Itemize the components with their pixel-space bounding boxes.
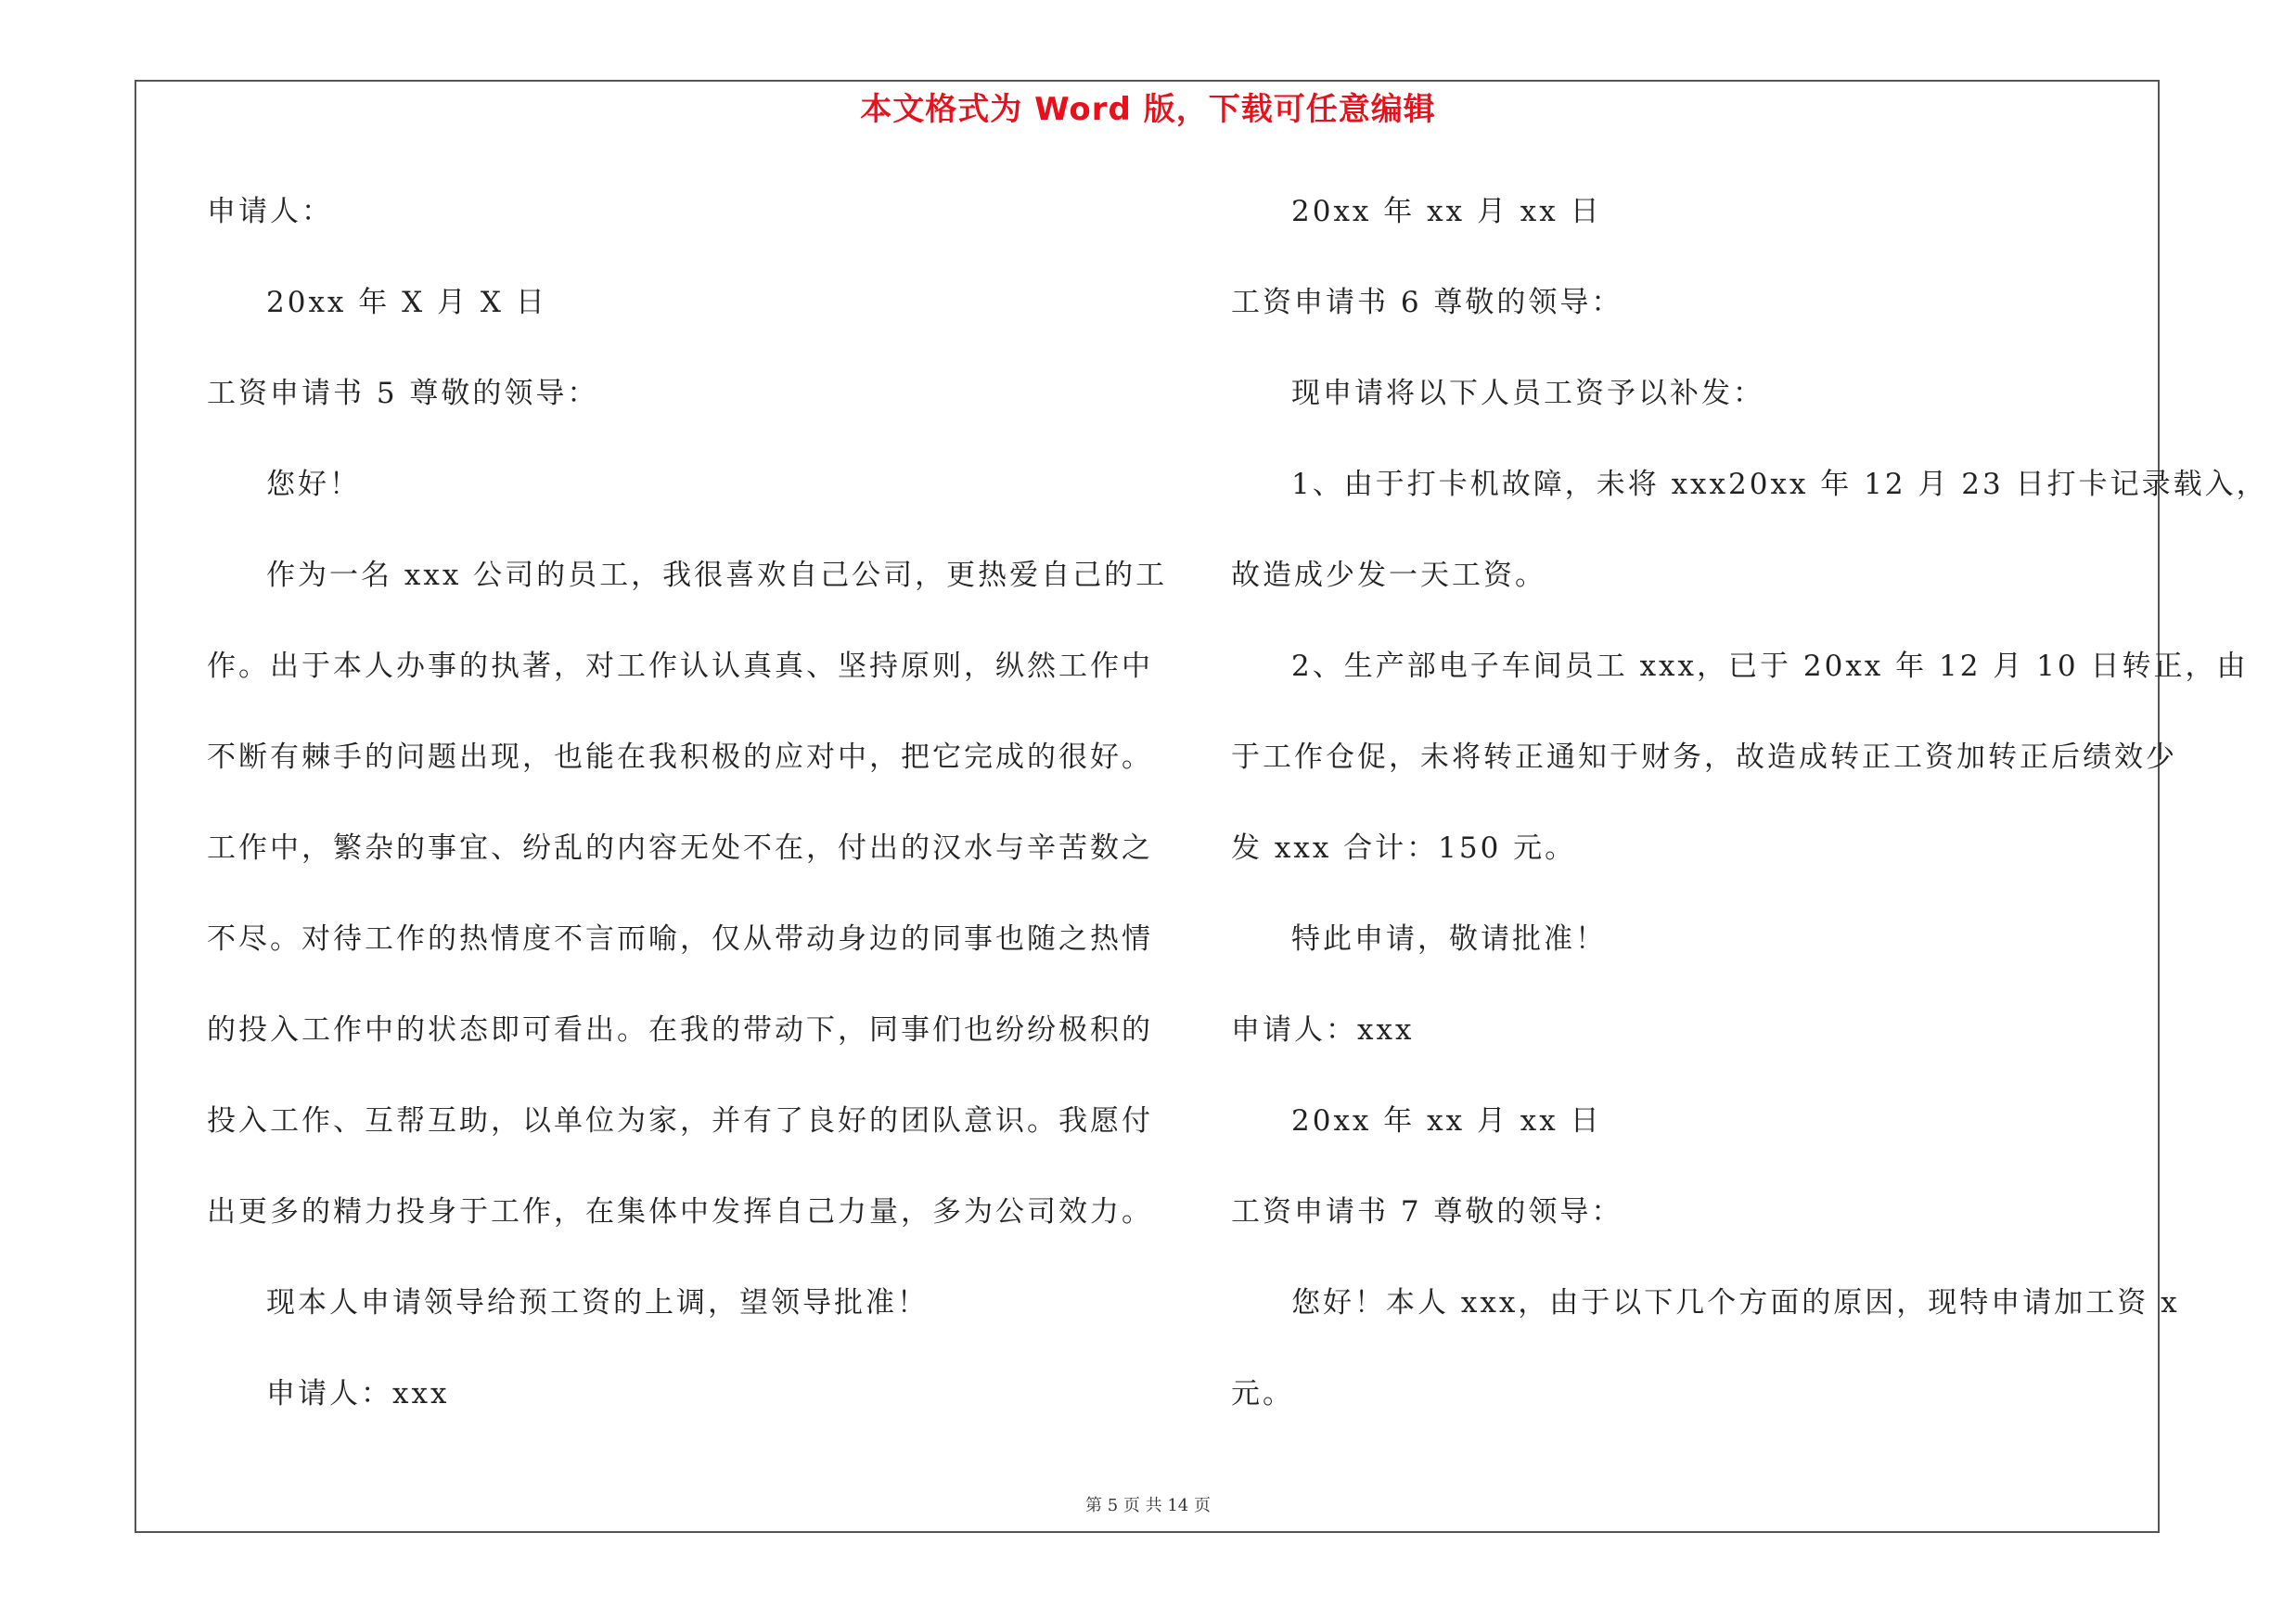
- right-line-2: 工资申请书 6 尊敬的领导：: [1231, 286, 1623, 319]
- right-line-7: 于工作仓促，未将转正通知于财务，故造成转正工资加转正后绩效少: [1231, 741, 2177, 774]
- right-line-9: 特此申请，敬请批准！: [1291, 922, 1607, 956]
- right-line-8: 发 xxx 合计：150 元。: [1231, 831, 1577, 865]
- right-line-11: 20xx 年 xx 月 xx 日: [1291, 1104, 1602, 1138]
- left-line-2: 20xx 年 X 月 X 日: [266, 286, 547, 319]
- right-line-3: 现申请将以下人员工资予以补发：: [1291, 377, 1764, 410]
- left-line-7: 不断有棘手的问题出现，也能在我积极的应对中，把它完成的很好。: [207, 741, 1153, 774]
- right-line-10: 申请人：xxx: [1231, 1013, 1415, 1047]
- left-line-6: 作。出于本人办事的执著，对工作认认真真、坚持原则，纵然工作中: [207, 650, 1153, 683]
- left-line-10: 的投入工作中的状态即可看出。在我的带动下，同事们也纷纷极积的: [207, 1013, 1153, 1047]
- right-line-6: 2、生产部电子车间员工 xxx，已于 20xx 年 12 月 10 日转正，由: [1291, 650, 2249, 683]
- left-line-3: 工资申请书 5 尊敬的领导：: [207, 377, 599, 410]
- left-line-8: 工作中，繁杂的事宜、纷乱的内容无处不在，付出的汉水与辛苦数之: [207, 831, 1153, 865]
- right-line-1: 20xx 年 xx 月 xx 日: [1291, 195, 1602, 228]
- left-line-14: 申请人：xxx: [266, 1377, 450, 1410]
- right-line-14: 元。: [1231, 1377, 1294, 1410]
- page-number: 第 5 页 共 14 页: [1085, 1496, 1211, 1515]
- right-line-13: 您好！本人 xxx，由于以下几个方面的原因，现特申请加工资 x: [1291, 1286, 2180, 1320]
- right-line-12: 工资申请书 7 尊敬的领导：: [1231, 1195, 1623, 1229]
- left-line-9: 不尽。对待工作的热情度不言而喻，仅从带动身边的同事也随之热情: [207, 922, 1153, 956]
- left-line-11: 投入工作、互帮互助，以单位为家，并有了良好的团队意识。我愿付: [207, 1104, 1153, 1138]
- left-line-1: 申请人：: [207, 195, 333, 228]
- format-notice-banner: 本文格式为 Word 版，下载可任意编辑: [860, 91, 1436, 128]
- right-line-4: 1、由于打卡机故障，未将 xxx20xx 年 12 月 23 日打卡记录载入，: [1291, 468, 2268, 501]
- left-line-12: 出更多的精力投身于工作，在集体中发挥自己力量，多为公司效力。: [207, 1195, 1153, 1229]
- left-line-4: 您好！: [266, 468, 361, 501]
- right-line-5: 故造成少发一天工资。: [1231, 559, 1546, 592]
- left-line-5: 作为一名 xxx 公司的员工，我很喜欢自己公司，更热爱自己的工: [266, 559, 1168, 592]
- left-line-13: 现本人申请领导给预工资的上调，望领导批准！: [266, 1286, 929, 1320]
